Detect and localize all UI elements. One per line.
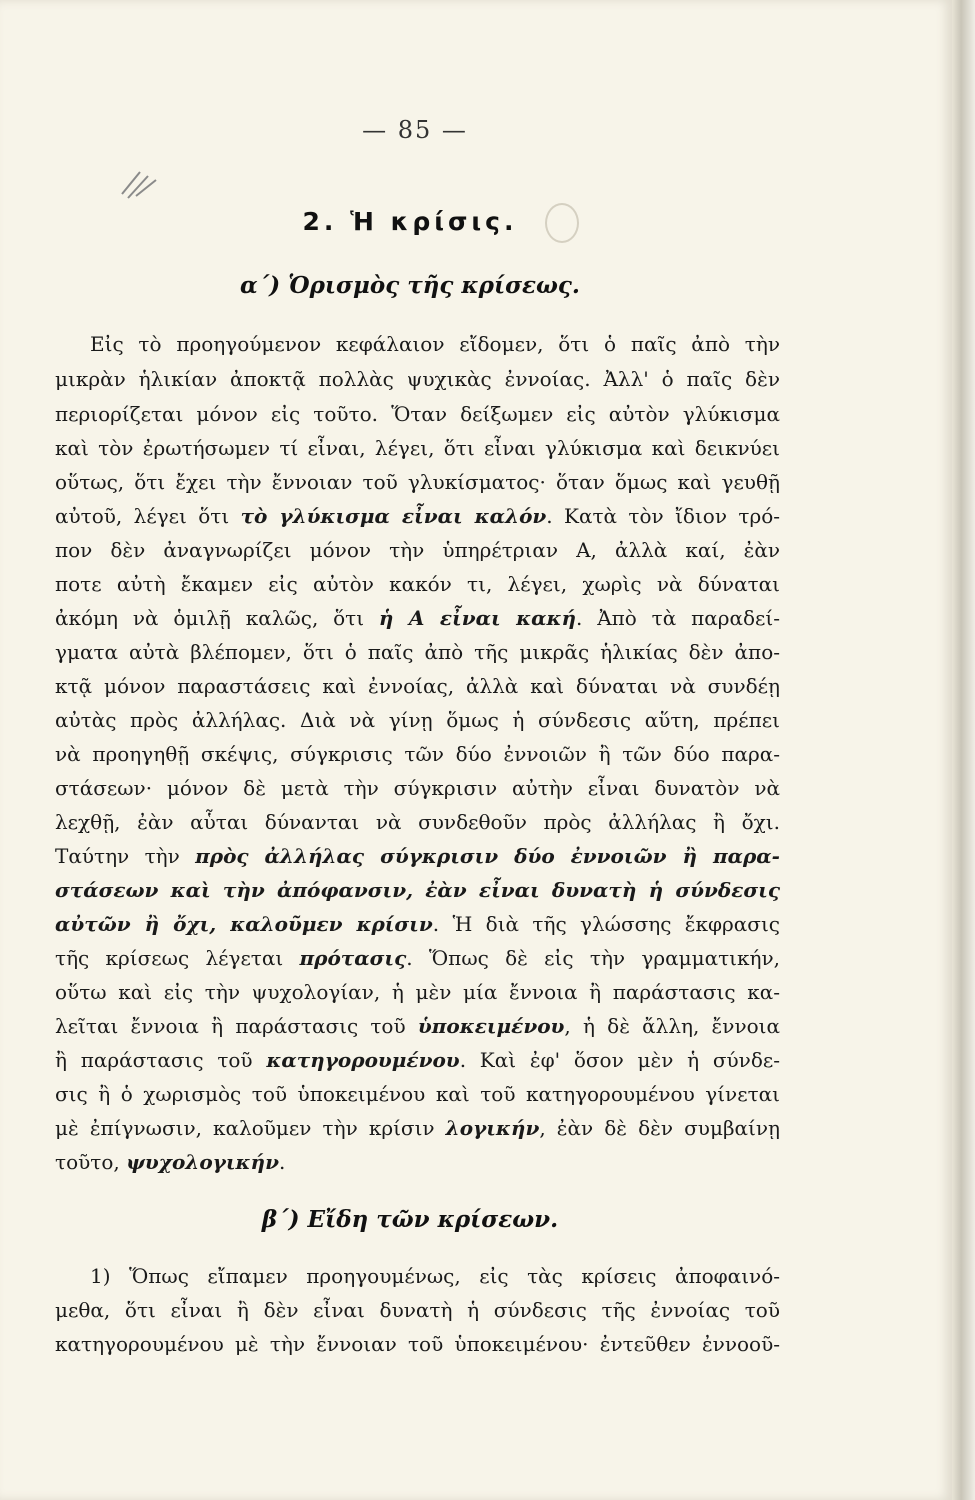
text-line — [55, 1150, 780, 1174]
text-run: ἢ παράστασις τοῦ — [55, 1048, 267, 1072]
text-line: νὰ προηγηθῇ σκέψις, σύγκρισις τῶν δύο ἐννοιῶν ἢ τῶν δύο παρα- — [55, 742, 780, 766]
text-run: . Ὅπως δὲ εἰς τὴν γραμματικήν, — [406, 946, 780, 970]
text-run: . Ἀπὸ τὰ παραδεί- — [576, 606, 781, 630]
page-number: — 85 — — [362, 116, 468, 144]
text-run: μὲ ἐπίγνωσιν, καλοῦμεν τὴν κρίσιν — [55, 1116, 446, 1140]
text-line — [55, 1014, 780, 1038]
page-edge — [952, 0, 975, 1500]
emphasis: ὑποκειμένου — [417, 1014, 565, 1038]
text-run: , ἐὰν δὲ δὲν συμβαίνῃ — [539, 1116, 780, 1140]
text-line: περιορίζεται μόνον εἰς τοῦτο. Ὅταν δείξωμεν εἰς αὐτὸν γλύκισμα — [55, 402, 780, 426]
emphasis: αὐτῶν ἢ ὄχι, καλοῦμεν κρίσιν — [55, 912, 433, 936]
text-line: Εἰς τὸ προηγούμενον κεφάλαιον εἴδομεν, ὅτι ὁ παῖς ἀπὸ τὴν — [90, 332, 780, 356]
emphasis: κατηγορουμένου — [266, 1048, 460, 1072]
text-line: στάσεων· μόνον δὲ μετὰ τὴν σύγκρισιν αὐτὴν εἶναι δυνατὸν νὰ — [55, 776, 780, 800]
text-run: . Ἡ διὰ τῆς γλώσσης ἔκφρασις — [432, 912, 780, 936]
section-b-title: β΄) Εἴδη τῶν κρίσεων. — [261, 1206, 559, 1233]
pencil-mark-icon — [118, 166, 168, 206]
text-line: κτᾷ μόνον παραστάσεις καὶ ἐννοίας, ἀλλὰ καὶ δύναται νὰ συνδέῃ — [55, 674, 780, 698]
text-line — [55, 1048, 780, 1072]
text-line: οὕτω καὶ εἰς τὴν ψυχολογίαν, ἡ μὲν μία ἔννοια ἢ παράστασις κα- — [55, 980, 780, 1004]
text-run: τοῦτο, — [55, 1150, 127, 1174]
section-a-title: α΄) Ὁρισμὸς τῆς κρίσεως. — [240, 272, 580, 299]
emphasis: τὸ γλύκισμα εἶναι καλόν — [240, 504, 547, 528]
text-run: λεῖται ἔννοια ἢ παράστασις τοῦ — [55, 1014, 418, 1038]
text-run: Ταύτην τὴν — [55, 844, 196, 868]
text-line: σις ἢ ὁ χωρισμὸς τοῦ ὑποκειμένου καὶ τοῦ κατηγορουμένου γίνεται — [55, 1082, 780, 1106]
emphasis: ἡ Α εἶναι κακή — [378, 606, 577, 630]
text-run: ἀκόμη νὰ ὁμιλῇ καλῶς, ὅτι — [55, 606, 379, 630]
text-run: τῆς κρίσεως λέγεται — [55, 946, 300, 970]
text-line: μικρὰν ἡλικίαν ἀποκτᾷ πολλὰς ψυχικὰς ἐννοίας. Ἀλλ' ὁ παῖς δὲν — [55, 367, 780, 391]
text-line: 1) Ὅπως εἴπαμεν προηγουμένως, εἰς τὰς κρίσεις ἀποφαινό- — [90, 1264, 780, 1288]
text-line: πον δὲν ἀναγνωρίζει μόνον τὴν ὑπηρέτριαν Α, ἀλλὰ καί, ἐὰν — [55, 538, 780, 562]
text-run: . Κατὰ τὸν ἴδιον τρό- — [546, 504, 781, 528]
text-line: λεχθῇ, ἐὰν αὗται δύνανται νὰ συνδεθοῦν πρὸς ἀλλήλας ἢ ὄχι. — [55, 810, 780, 834]
emphasis: πρὸς ἀλλήλας σύγκρισιν δύο ἐννοιῶν ἢ παρα- — [195, 844, 780, 868]
text-line: κατηγορουμένου μὲ τὴν ἔννοιαν τοῦ ὑποκειμένου· ἐντεῦθεν ἐννοοῦ- — [55, 1332, 780, 1356]
text-line: οὕτως, ὅτι ἔχει τὴν ἔννοιαν τοῦ γλυκίσματος· ὅταν ὅμως καὶ γευθῇ — [55, 470, 780, 494]
text-run: . Καὶ ἐφ' ὅσον μὲν ἡ σύνδε- — [459, 1048, 780, 1072]
text-line — [55, 504, 780, 528]
text-line — [55, 606, 780, 630]
text-run: αὐτοῦ, λέγει ὅτι — [55, 504, 241, 528]
text-line: καὶ τὸν ἐρωτήσωμεν τί εἶναι, λέγει, ὅτι εἶναι γλύκισμα καὶ δεικνύει — [55, 436, 780, 460]
text-run: , ἡ δὲ ἄλλη, ἔννοια — [564, 1014, 780, 1038]
chapter-title: 2. Ἡ κρίσις. — [302, 207, 518, 236]
text-line — [55, 946, 780, 970]
emphasis: λογικήν — [445, 1116, 540, 1140]
text-line: μεθα, ὅτι εἶναι ἢ δὲν εἶναι δυνατὴ ἡ σύνδεσις τῆς ἐννοίας τοῦ — [55, 1298, 780, 1322]
text-line — [55, 844, 780, 868]
text-line: στάσεων καὶ τὴν ἀπόφανσιν, ἐὰν εἶναι δυνατὴ ἡ σύνδεσις — [55, 878, 780, 902]
emphasis: πρότασις — [299, 946, 407, 970]
emphasis: ψυχολογικήν — [126, 1150, 279, 1174]
text-line: γματα αὐτὰ βλέπομεν, ὅτι ὁ παῖς ἀπὸ τῆς μικρᾶς ἡλικίας δὲν ἀπο- — [55, 640, 780, 664]
text-line — [55, 912, 780, 936]
text-run: . — [278, 1150, 286, 1174]
text-line: αὐτὰς πρὸς ἀλλήλας. Διὰ νὰ γίνῃ ὅμως ἡ σύνδεσις αὕτη, πρέπει — [55, 708, 780, 732]
text-line — [55, 1116, 780, 1140]
text-line: ποτε αὐτὴ ἔκαμεν εἰς αὐτὸν κακόν τι, λέγει, χωρὶς νὰ δύναται — [55, 572, 780, 596]
